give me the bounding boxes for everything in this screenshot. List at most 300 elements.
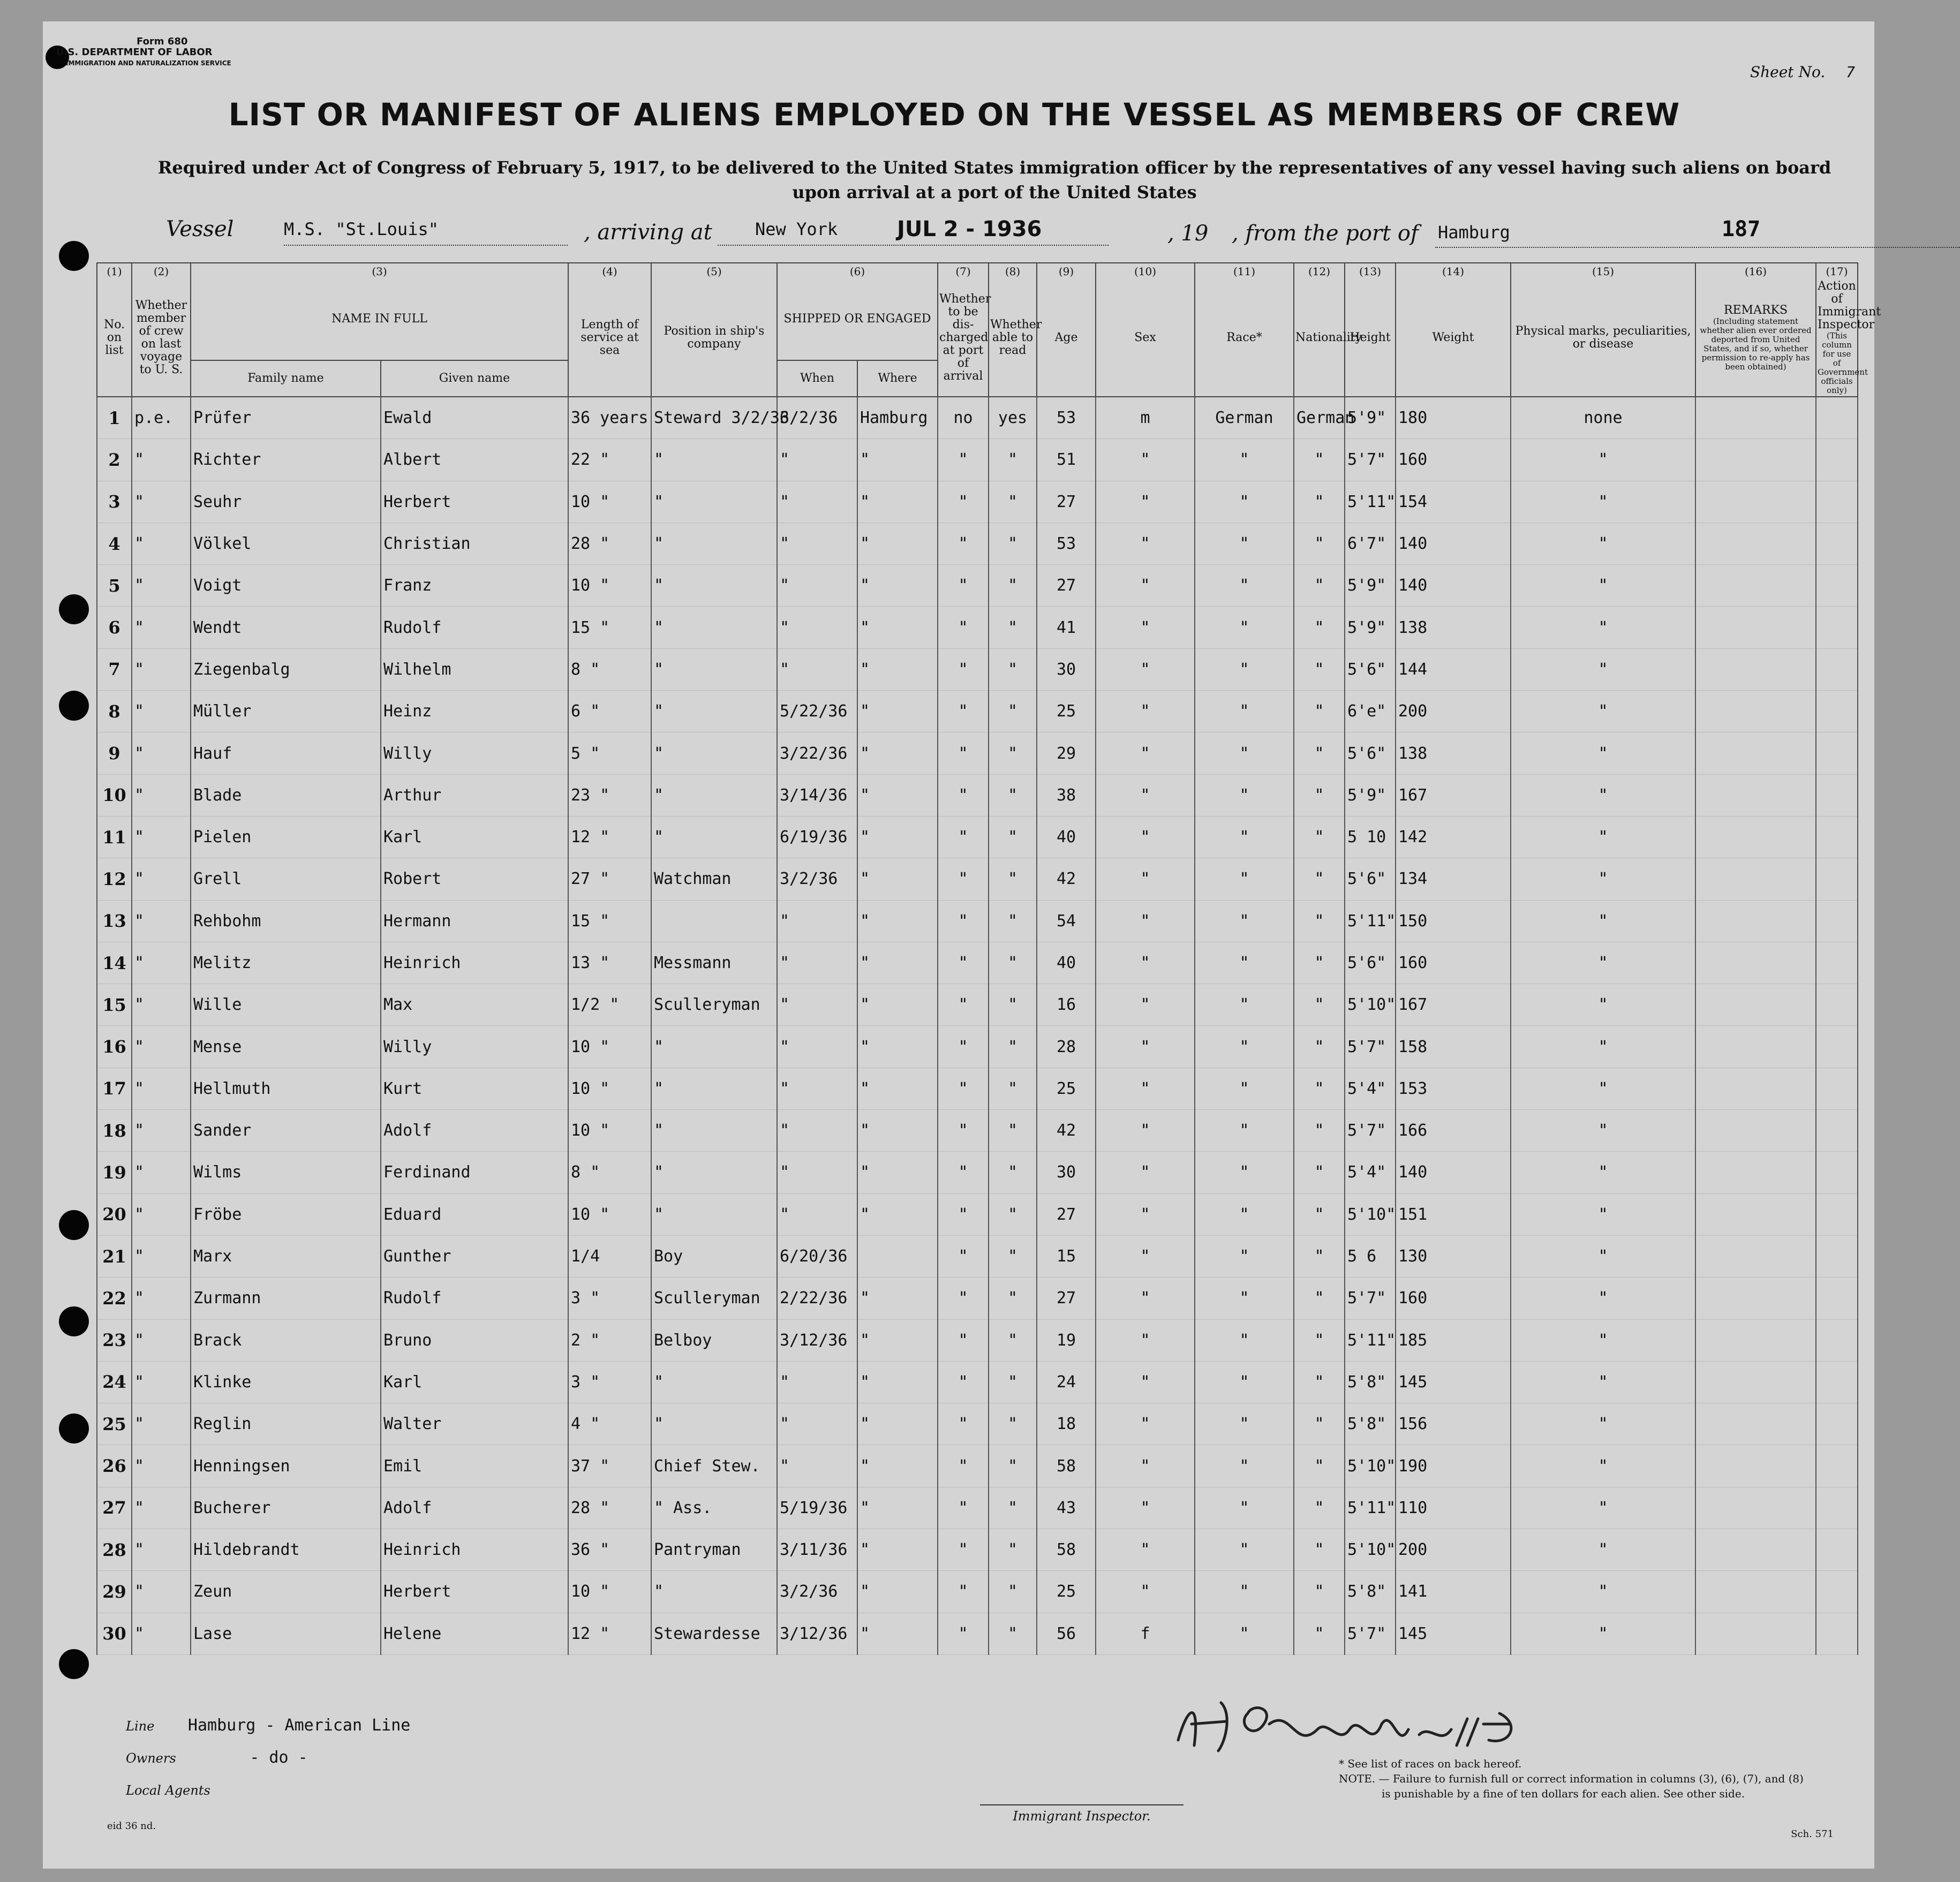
discharged-cell: " [938, 858, 989, 900]
row-number: 24 [97, 1361, 132, 1403]
read-cell: " [989, 1319, 1037, 1361]
sex-cell: " [1096, 1026, 1195, 1068]
read-cell: " [989, 1110, 1037, 1152]
height-cell: 5'6" [1345, 732, 1396, 774]
family-name-cell: Richter [191, 439, 381, 481]
age-cell: 56 [1037, 1613, 1096, 1654]
read-cell: " [989, 1152, 1037, 1193]
arriving-label: , arriving at [584, 220, 712, 245]
discharged-cell: " [938, 439, 989, 481]
position-cell: Stewardesse [651, 1613, 777, 1654]
family-name-cell: Hellmuth [191, 1068, 381, 1109]
col-num-4: (4) [568, 263, 651, 279]
marks-cell: " [1511, 942, 1695, 984]
shipped-where-cell: " [857, 1110, 938, 1152]
shipped-when-cell: 3/11/36 [777, 1529, 857, 1571]
race-cell: " [1195, 1193, 1294, 1235]
nationality-cell: " [1294, 942, 1345, 984]
height-cell: 5'11" [1345, 1487, 1396, 1529]
shipped-when-cell: " [777, 481, 857, 523]
discharged-cell: " [938, 691, 989, 732]
read-cell: " [989, 774, 1037, 816]
prev-voyage-cell: " [132, 481, 191, 523]
shipped-where-cell: " [857, 1403, 938, 1445]
age-cell: 29 [1037, 732, 1096, 774]
read-cell: " [989, 565, 1037, 607]
inspector-action-cell [1816, 1068, 1858, 1109]
col-num-2: (2) [132, 263, 191, 279]
nationality-cell: " [1294, 1152, 1345, 1193]
row-number: 23 [97, 1319, 132, 1361]
family-name-cell: Hildebrandt [191, 1529, 381, 1571]
given-name-cell: Karl [381, 816, 568, 858]
discharged-cell: " [938, 565, 989, 607]
prev-voyage-cell: " [132, 1529, 191, 1571]
position-cell: " [651, 1152, 777, 1193]
table-row [97, 1152, 1858, 1193]
sex-cell: " [1096, 942, 1195, 984]
race-cell: " [1195, 1361, 1294, 1403]
nationality-cell: " [1294, 900, 1345, 942]
prev-voyage-cell: " [132, 648, 191, 690]
sex-cell: " [1096, 1193, 1195, 1235]
service-length-cell: 1/4 [568, 1235, 651, 1277]
remarks-cell [1695, 1571, 1816, 1613]
service-length-cell: 5 " [568, 732, 651, 774]
sex-cell: " [1096, 1235, 1195, 1277]
service-length-cell: 12 " [568, 1613, 651, 1654]
age-cell: 30 [1037, 648, 1096, 690]
col-num-6: (6) [777, 263, 938, 279]
shipped-when-cell: 3/12/36 [777, 1319, 857, 1361]
family-name-cell: Blade [191, 774, 381, 816]
discharged-cell: " [938, 1193, 989, 1235]
weight-cell: 151 [1396, 1193, 1511, 1235]
inspector-action-cell [1816, 1319, 1858, 1361]
inspector-action-cell [1816, 1278, 1858, 1319]
race-cell: " [1195, 439, 1294, 481]
given-name-cell: Heinrich [381, 1529, 568, 1571]
given-name-cell: Rudolf [381, 1278, 568, 1319]
inspector-action-cell [1816, 1487, 1858, 1529]
race-cell: " [1195, 732, 1294, 774]
sheet-number-value: 7 [1846, 63, 1855, 81]
nationality-cell: " [1294, 1026, 1345, 1068]
remarks-cell [1695, 900, 1816, 942]
service-length-cell: 10 " [568, 1068, 651, 1109]
family-name-cell: Ziegenbalg [191, 648, 381, 690]
weight-cell: 167 [1396, 774, 1511, 816]
height-cell: 5'4" [1345, 1068, 1396, 1109]
prev-voyage-cell: " [132, 607, 191, 648]
family-name-cell: Sander [191, 1110, 381, 1152]
punch-hole-icon [59, 691, 89, 721]
read-cell: " [989, 732, 1037, 774]
weight-cell: 185 [1396, 1319, 1511, 1361]
remarks-cell [1695, 523, 1816, 564]
discharged-cell: " [938, 1361, 989, 1403]
marks-cell: " [1511, 481, 1695, 523]
header-length-of-service: Length of service at sea [568, 279, 651, 397]
weight-cell: 142 [1396, 816, 1511, 858]
marks-cell: " [1511, 1319, 1695, 1361]
age-cell: 25 [1037, 1068, 1096, 1109]
race-cell: " [1195, 984, 1294, 1026]
position-cell: Chief Stew. [651, 1445, 777, 1487]
punch-hole-icon [59, 1210, 89, 1240]
header-shipped-engaged: SHIPPED OR ENGAGED [777, 279, 938, 360]
service-length-cell: 10 " [568, 481, 651, 523]
inspector-action-cell [1816, 1235, 1858, 1277]
vessel-label: Vessel [166, 217, 234, 241]
discharged-cell: " [938, 648, 989, 690]
weight-cell: 180 [1396, 397, 1511, 439]
read-cell: " [989, 691, 1037, 732]
shipped-where-cell: " [857, 1193, 938, 1235]
table-row [97, 1613, 1858, 1654]
table-row [97, 1571, 1858, 1613]
read-cell: " [989, 1278, 1037, 1319]
position-cell: " [651, 1571, 777, 1613]
table-row [97, 1110, 1858, 1152]
remarks-title: REMARKS [1723, 303, 1788, 317]
given-name-cell: Albert [381, 439, 568, 481]
height-cell: 5'11" [1345, 481, 1396, 523]
given-name-cell: Walter [381, 1403, 568, 1445]
nationality-cell: " [1294, 858, 1345, 900]
table-row [97, 1278, 1858, 1319]
family-name-cell: Marx [191, 1235, 381, 1277]
race-cell: " [1195, 1110, 1294, 1152]
discharged-cell: " [938, 732, 989, 774]
shipped-when-cell: 3/12/36 [777, 1613, 857, 1654]
given-name-cell: Rudolf [381, 607, 568, 648]
table-row [97, 774, 1858, 816]
inspector-action-cell [1816, 481, 1858, 523]
marks-cell: " [1511, 1529, 1695, 1571]
age-cell: 58 [1037, 1445, 1096, 1487]
col-num-12: (12) [1294, 263, 1345, 279]
nationality-cell: " [1294, 816, 1345, 858]
shipped-where-cell: " [857, 481, 938, 523]
sex-cell: " [1096, 816, 1195, 858]
weight-cell: 200 [1396, 1529, 1511, 1571]
position-cell: " [651, 1110, 777, 1152]
nationality-cell: " [1294, 1613, 1345, 1654]
weight-cell: 138 [1396, 732, 1511, 774]
given-name-cell: Eduard [381, 1193, 568, 1235]
table-row [97, 942, 1858, 984]
height-cell: 5'7" [1345, 1026, 1396, 1068]
shipped-when-cell: " [777, 900, 857, 942]
col-num-15: (15) [1511, 263, 1695, 279]
age-cell: 58 [1037, 1529, 1096, 1571]
marks-cell: " [1511, 1110, 1695, 1152]
vessel-line [166, 217, 1844, 249]
sex-cell: f [1096, 1613, 1195, 1654]
weight-cell: 110 [1396, 1487, 1511, 1529]
header-when: When [777, 360, 857, 397]
discharged-cell: " [938, 1278, 989, 1319]
read-cell: " [989, 439, 1037, 481]
age-cell: 25 [1037, 1571, 1096, 1613]
sex-cell: " [1096, 774, 1195, 816]
row-number: 1 [97, 397, 132, 439]
family-name-cell: Wendt [191, 607, 381, 648]
position-cell: Messmann [651, 942, 777, 984]
family-name-cell: Prüfer [191, 397, 381, 439]
shipped-where-cell: " [857, 607, 938, 648]
height-cell: 5'11" [1345, 900, 1396, 942]
table-row [97, 1026, 1858, 1068]
remarks-cell [1695, 1235, 1816, 1277]
from-port: Hamburg [1438, 222, 1510, 243]
marks-cell: " [1511, 816, 1695, 858]
remarks-cell [1695, 1319, 1816, 1361]
given-name-cell: Heinrich [381, 942, 568, 984]
table-row [97, 858, 1858, 900]
discharged-cell: " [938, 1110, 989, 1152]
inspector-action-cell [1816, 1026, 1858, 1068]
read-cell: " [989, 1529, 1037, 1571]
read-cell: " [989, 1235, 1037, 1277]
service-length-cell: 15 " [568, 900, 651, 942]
age-cell: 16 [1037, 984, 1096, 1026]
marks-cell: " [1511, 1487, 1695, 1529]
discharged-cell: " [938, 900, 989, 942]
table-row [97, 1235, 1858, 1277]
age-cell: 38 [1037, 774, 1096, 816]
header-where: Where [857, 360, 938, 397]
family-name-cell: Henningsen [191, 1445, 381, 1487]
shipped-when-cell: 3/2/36 [777, 1571, 857, 1613]
read-cell: " [989, 1445, 1037, 1487]
race-cell: " [1195, 900, 1294, 942]
inspector-action-cell [1816, 1529, 1858, 1571]
prev-voyage-cell: " [132, 1361, 191, 1403]
col-num-14: (14) [1396, 263, 1511, 279]
sheet-number-label: Sheet No. [1750, 63, 1826, 81]
prev-voyage-cell: " [132, 984, 191, 1026]
weight-cell: 153 [1396, 1068, 1511, 1109]
col-num-17: (17) [1816, 263, 1858, 279]
shipped-when-cell: " [777, 1110, 857, 1152]
sex-cell: " [1096, 1319, 1195, 1361]
remarks-cell [1695, 942, 1816, 984]
table-row [97, 984, 1858, 1026]
given-name-cell: Ewald [381, 397, 568, 439]
race-cell: " [1195, 816, 1294, 858]
marks-cell: " [1511, 607, 1695, 648]
row-number: 13 [97, 900, 132, 942]
weight-cell: 140 [1396, 1152, 1511, 1193]
age-cell: 28 [1037, 1026, 1096, 1068]
marks-cell: " [1511, 858, 1695, 900]
given-name-cell: Franz [381, 565, 568, 607]
inspector-action-cell [1816, 858, 1858, 900]
prev-voyage-cell: " [132, 691, 191, 732]
arriving-port: New York [755, 219, 838, 239]
family-name-cell: Rehbohm [191, 900, 381, 942]
discharged-cell: " [938, 942, 989, 984]
sex-cell: " [1096, 984, 1195, 1026]
height-cell: 5 6 [1345, 1235, 1396, 1277]
read-cell: " [989, 900, 1037, 942]
service-length-cell: 10 " [568, 1026, 651, 1068]
race-cell: " [1195, 1068, 1294, 1109]
nationality-cell: " [1294, 607, 1345, 648]
family-name-cell: Brack [191, 1319, 381, 1361]
prev-voyage-cell: " [132, 942, 191, 984]
year-label: , 19 [1167, 221, 1209, 246]
prev-voyage-cell: " [132, 1403, 191, 1445]
inspector-action-cell [1816, 816, 1858, 858]
shipped-where-cell: " [857, 1319, 938, 1361]
age-cell: 27 [1037, 565, 1096, 607]
shipped-when-cell: " [777, 523, 857, 564]
prev-voyage-cell: p.e. [132, 397, 191, 439]
service-length-cell: 10 " [568, 1571, 651, 1613]
shipped-when-cell: " [777, 1403, 857, 1445]
service-length-cell: 10 " [568, 1193, 651, 1235]
table-row [97, 1193, 1858, 1235]
race-cell: " [1195, 1026, 1294, 1068]
row-number: 25 [97, 1403, 132, 1445]
discharged-cell: " [938, 1403, 989, 1445]
table-row [97, 1361, 1858, 1403]
weight-cell: 200 [1396, 691, 1511, 732]
header-weight: Weight [1396, 279, 1511, 397]
form-number [56, 36, 231, 69]
inspector-action-cell [1816, 1193, 1858, 1235]
marks-cell: " [1511, 1068, 1695, 1109]
agents-label: Local Agents [126, 1783, 210, 1798]
row-number: 6 [97, 607, 132, 648]
service-length-cell: 36 years [568, 397, 651, 439]
col-num-8: (8) [989, 263, 1037, 279]
remarks-cell [1695, 984, 1816, 1026]
col-num-3: (3) [191, 263, 568, 279]
service-length-cell: 13 " [568, 942, 651, 984]
family-name-cell: Klinke [191, 1361, 381, 1403]
shipped-where-cell: " [857, 1529, 938, 1571]
discharged-cell: " [938, 1235, 989, 1277]
owners-label: Owners [126, 1751, 176, 1766]
sex-cell: m [1096, 397, 1195, 439]
nationality-cell: " [1294, 565, 1345, 607]
family-name-cell: Wille [191, 984, 381, 1026]
prev-voyage-cell: " [132, 1319, 191, 1361]
nationality-cell: " [1294, 1445, 1345, 1487]
row-number: 8 [97, 691, 132, 732]
age-cell: 24 [1037, 1361, 1096, 1403]
weight-cell: 144 [1396, 648, 1511, 690]
header-name-in-full: NAME IN FULL [191, 279, 568, 360]
inspector-action-cell [1816, 984, 1858, 1026]
inspector-action-cell [1816, 1110, 1858, 1152]
sex-cell: " [1096, 1571, 1195, 1613]
weight-cell: 167 [1396, 984, 1511, 1026]
shipped-when-cell: 2/22/36 [777, 1278, 857, 1319]
position-cell: " [651, 816, 777, 858]
family-name-cell: Wilms [191, 1152, 381, 1193]
position-cell: " [651, 1193, 777, 1235]
shipped-when-cell: " [777, 1361, 857, 1403]
age-cell: 27 [1037, 1278, 1096, 1319]
discharged-cell: " [938, 1613, 989, 1654]
marks-cell: " [1511, 565, 1695, 607]
inspector-action-cell [1816, 648, 1858, 690]
discharged-cell: " [938, 984, 989, 1026]
read-cell: " [989, 858, 1037, 900]
given-name-cell: Herbert [381, 1571, 568, 1613]
remarks-note: (Including statement whether alien ever ordered deported from United States, and if so, whether permission to re-apply has been obtained) [1700, 316, 1812, 372]
position-cell: " [651, 565, 777, 607]
sex-cell: " [1096, 858, 1195, 900]
inspector-action-cell [1816, 607, 1858, 648]
weight-cell: 160 [1396, 1278, 1511, 1319]
age-cell: 18 [1037, 1403, 1096, 1445]
immigrant-inspector-label: Immigrant Inspector. [980, 1804, 1183, 1824]
family-name-cell: Fröbe [191, 1193, 381, 1235]
header-able-to-read: Whether able to read [989, 279, 1037, 397]
read-cell: " [989, 1026, 1037, 1068]
prev-voyage-cell: " [132, 816, 191, 858]
position-cell: " [651, 439, 777, 481]
marks-cell: " [1511, 1152, 1695, 1193]
inspector-action-cell [1816, 1403, 1858, 1445]
shipped-where-cell: " [857, 523, 938, 564]
shipped-when-cell: 6/20/36 [777, 1235, 857, 1277]
height-cell: 5'10" [1345, 1529, 1396, 1571]
height-cell: 5'10" [1345, 1193, 1396, 1235]
prev-voyage-cell: " [132, 1571, 191, 1613]
shipped-where-cell: " [857, 691, 938, 732]
inspector-action-cell [1816, 691, 1858, 732]
race-cell: " [1195, 523, 1294, 564]
position-cell: " [651, 732, 777, 774]
given-name-cell: Willy [381, 732, 568, 774]
table-row [97, 732, 1858, 774]
marks-cell: " [1511, 1613, 1695, 1654]
service-length-cell: 15 " [568, 607, 651, 648]
weight-cell: 190 [1396, 1445, 1511, 1487]
family-name-cell: Zeun [191, 1571, 381, 1613]
marks-cell: " [1511, 523, 1695, 564]
prev-voyage-cell: " [132, 1487, 191, 1529]
sex-cell: " [1096, 1529, 1195, 1571]
read-cell: " [989, 942, 1037, 984]
row-number: 18 [97, 1110, 132, 1152]
given-name-cell: Willy [381, 1026, 568, 1068]
nationality-cell: German [1294, 397, 1345, 439]
footer-note [1339, 1756, 1804, 1801]
service-length-cell: 8 " [568, 1152, 651, 1193]
weight-cell: 158 [1396, 1026, 1511, 1068]
row-number: 22 [97, 1278, 132, 1319]
shipped-where-cell: " [857, 1152, 938, 1193]
vessel-name: M.S. "St.Louis" [284, 219, 439, 239]
race-cell: " [1195, 1613, 1294, 1654]
discharged-cell: " [938, 1445, 989, 1487]
col-num-9: (9) [1037, 263, 1096, 279]
shipped-where-cell: " [857, 858, 938, 900]
read-cell: " [989, 1193, 1037, 1235]
shipped-when-cell: " [777, 1193, 857, 1235]
crew-rows [97, 397, 1858, 1654]
shipped-when-cell: " [777, 942, 857, 984]
shipped-when-cell: " [777, 607, 857, 648]
